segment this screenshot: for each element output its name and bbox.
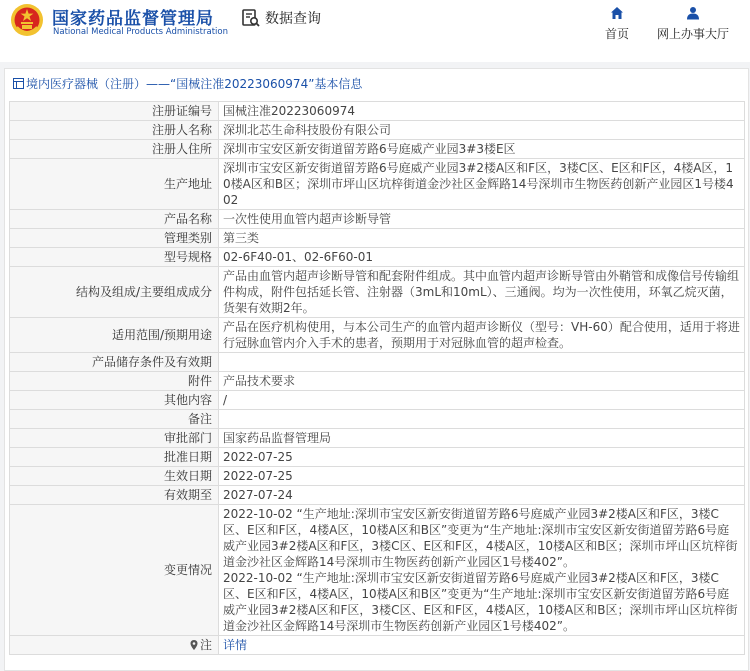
table-row-changes xyxy=(10,505,745,636)
table-row xyxy=(10,429,745,448)
field-value: 产品由血管内超声诊断导管和配套附件组成。其中血管内超声诊断导管由外鞘管和成像信号传输组件构成，附件包括延长管、注射器（3mL和10mL）、三通阀。均为一次性使用，环氧乙烷灭菌，货架有效期2年。 xyxy=(219,267,745,318)
table-row xyxy=(10,102,745,121)
field-label: 有效期至 xyxy=(10,486,219,505)
table-row xyxy=(10,391,745,410)
field-label: 适用范围/预期用途 xyxy=(10,318,219,353)
content-area xyxy=(0,62,750,671)
table-row-note xyxy=(10,636,745,655)
field-label: 产品储存条件及有效期 xyxy=(10,353,219,372)
table-row xyxy=(10,448,745,467)
field-label: 备注 xyxy=(10,410,219,429)
data-query-link[interactable] xyxy=(241,8,321,28)
note-label: 注 xyxy=(199,638,212,652)
field-label: 批准日期 xyxy=(10,448,219,467)
field-value: 产品在医疗机构使用，与本公司生产的血管内超声诊断仪（型号：VH-60）配合使用，适用于将进行冠脉血管内介入手术的患者，预期用于对冠脉血管的超声检查。 xyxy=(219,318,745,353)
field-value: 深圳市宝安区新安街道留芳路6号庭威产业园3#2楼A区和F区，3楼C区、E区和F区，4楼A区，10楼A区和B区；深圳市坪山区坑梓街道金沙社区金辉路14号深圳市生物医药创新产业园区1号楼402 xyxy=(219,159,745,210)
field-label: 型号规格 xyxy=(10,248,219,267)
field-value: 一次性使用血管内超声诊断导管 xyxy=(219,210,745,229)
note-value-cell xyxy=(219,636,745,655)
field-label: 结构及组成/主要组成成分 xyxy=(10,267,219,318)
field-label: 生效日期 xyxy=(10,467,219,486)
table-row xyxy=(10,121,745,140)
change-entry: 2022-10-02 “生产地址:深圳市宝安区新安街道留芳路6号庭威产业园3#2楼A区和F区，3楼C区、E区和F区，4楼A区，10楼A区和B区”变更为“生产地址:深圳市宝安区新安街道留芳路6号庭威产业园3#2楼A区和F区，3楼C区、E区和F区，4楼A区，10楼A区和B区；深圳市坪山区坑梓街道金沙社区金辉路14号深圳市生物医药创新产业园区1号楼402”。 xyxy=(223,507,738,569)
table-row xyxy=(10,159,745,210)
table-row xyxy=(10,267,745,318)
home-icon xyxy=(610,6,624,20)
breadcrumb-text: 境内医疗器械（注册）——“国械注准20223060974”基本信息 xyxy=(26,77,363,91)
table-row xyxy=(10,353,745,372)
note-label-cell xyxy=(10,636,219,655)
changes-value xyxy=(219,505,745,636)
field-label: 附件 xyxy=(10,372,219,391)
details-link[interactable]: 详情 xyxy=(223,638,248,652)
nav-home-button[interactable] xyxy=(597,6,637,42)
field-value: / xyxy=(219,391,745,410)
breadcrumb xyxy=(13,75,362,92)
field-label: 注册人名称 xyxy=(10,121,219,140)
detail-card xyxy=(4,68,749,671)
field-value: 2022-07-25 xyxy=(219,467,745,486)
table-row xyxy=(10,229,745,248)
field-value xyxy=(219,410,745,429)
pin-icon xyxy=(190,640,198,650)
change-entry: 2022-10-02 “生产地址:深圳市宝安区新安街道留芳路6号庭威产业园3#2楼A区和F区，3楼C区、E区和F区，4楼A区，10楼A区和B区”变更为“生产地址:深圳市宝安区新安街道留芳路6号庭威产业园3#2楼A区和F区，3楼C区、E区和F区，4楼A区，10楼A区和B区；深圳市坪山区坑梓街道金沙社区金辉路14号深圳市生物医药创新产业园区1号楼402”。 xyxy=(223,571,738,633)
changes-label: 变更情况 xyxy=(10,505,219,636)
user-icon xyxy=(686,6,700,20)
nav-online-service-button[interactable] xyxy=(650,6,736,42)
registration-detail-table xyxy=(9,101,745,655)
field-label: 注册证编号 xyxy=(10,102,219,121)
table-row xyxy=(10,318,745,353)
data-query-icon xyxy=(241,8,261,28)
field-label: 审批部门 xyxy=(10,429,219,448)
field-value: 国家药品监督管理局 xyxy=(219,429,745,448)
data-query-label: 数据查询 xyxy=(265,11,321,27)
table-row xyxy=(10,486,745,505)
table-row xyxy=(10,140,745,159)
nav-home-label: 首页 xyxy=(604,27,629,41)
table-row xyxy=(10,372,745,391)
field-label: 产品名称 xyxy=(10,210,219,229)
site-title-cn: 国家药品监督管理局 xyxy=(52,9,214,29)
site-title-en: National Medical Products Administration xyxy=(53,27,228,37)
site-header xyxy=(0,0,750,52)
table-row xyxy=(10,467,745,486)
field-value: 产品技术要求 xyxy=(219,372,745,391)
field-value: 国械注准20223060974 xyxy=(219,102,745,121)
field-value: 2022-07-25 xyxy=(219,448,745,467)
table-row xyxy=(10,248,745,267)
table-row xyxy=(10,210,745,229)
field-value: 深圳北芯生命科技股份有限公司 xyxy=(219,121,745,140)
field-value: 2027-07-24 xyxy=(219,486,745,505)
field-value: 第三类 xyxy=(219,229,745,248)
field-value: 深圳市宝安区新安街道留芳路6号庭威产业园3#3楼E区 xyxy=(219,140,745,159)
field-label: 注册人住所 xyxy=(10,140,219,159)
table-row xyxy=(10,410,745,429)
field-value: 02-6F40-01、02-6F60-01 xyxy=(219,248,745,267)
field-label: 生产地址 xyxy=(10,159,219,210)
nav-online-service-label: 网上办事大厅 xyxy=(656,27,729,41)
breadcrumb-icon xyxy=(13,78,24,89)
national-emblem-icon xyxy=(10,3,44,37)
field-label: 其他内容 xyxy=(10,391,219,410)
field-label: 管理类别 xyxy=(10,229,219,248)
field-value xyxy=(219,353,745,372)
